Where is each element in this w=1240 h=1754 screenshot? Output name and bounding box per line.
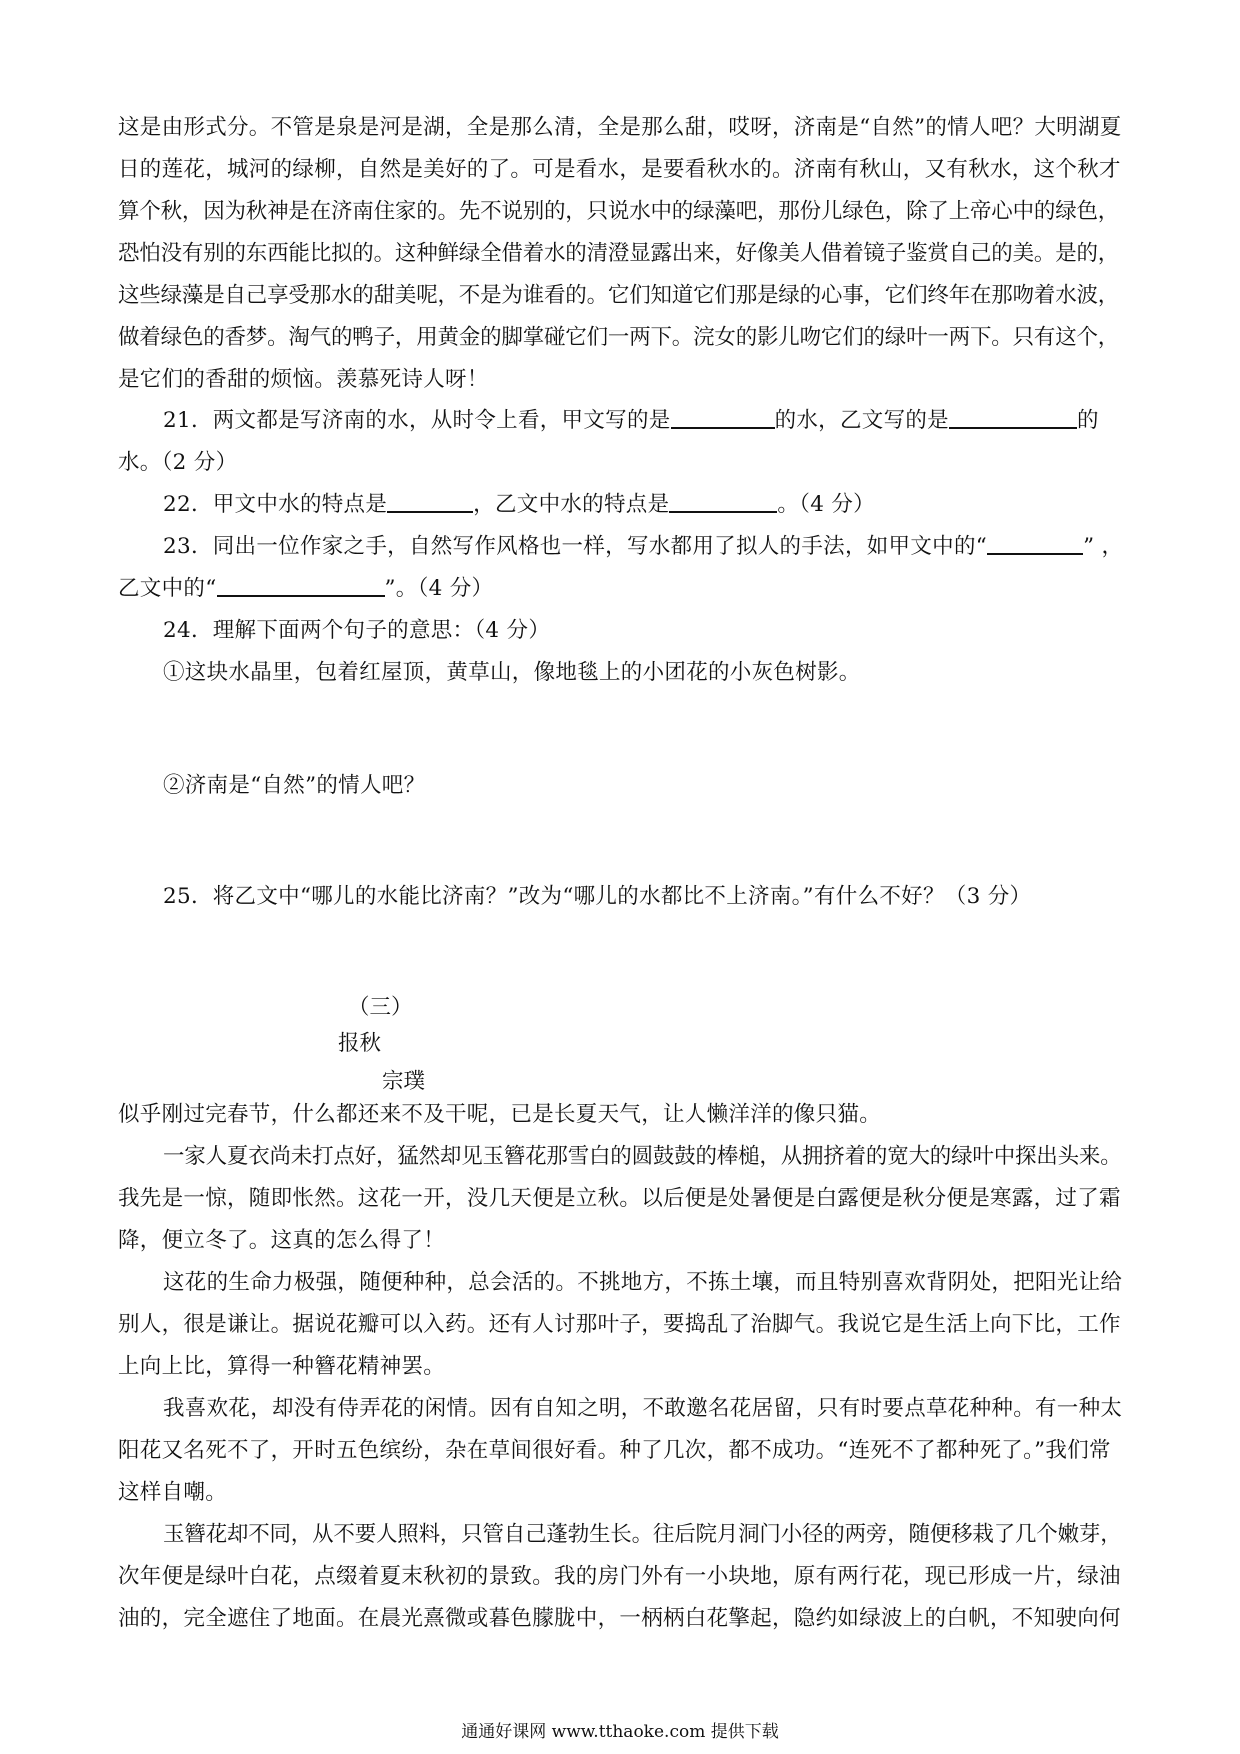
q22-answer-blank-1[interactable] <box>387 487 473 513</box>
q23-text-4: ”。（4 分） <box>384 576 494 601</box>
article-paragraph-line: 次年便是绿叶白花，点缀着夏末秋初的景致。我的房门外有一小块地，原有两行花，现已形成一片，绿油 <box>118 1564 1121 1589</box>
article-paragraph-line: 别人，很是谦让。据说花瓣可以入药。还有人讨那叶子，要捣乱了治脚气。我说它是生活上向下比，工作 <box>118 1312 1121 1337</box>
article-paragraph: 似乎刚过完春节，什么都还来不及干呢，已是长夏天气，让人懒洋洋的像只猫。 <box>118 1102 882 1127</box>
q23-text-3: 乙文中的“ <box>118 576 217 601</box>
article-paragraph-line: 玉簪花却不同，从不要人照料，只管自己蓬勃生长。往后院月洞门小径的两旁，随便移栽了几个嫩芽， <box>163 1522 1122 1547</box>
passage-line: 这些绿藻是自己享受那水的甜美呢，不是为谁看的。它们知道它们那是绿的心事，它们终年在那吻着水波， <box>118 283 1120 308</box>
q21-answer-blank-2[interactable] <box>949 403 1077 429</box>
passage-line: 做着绿色的香梦。淘气的鸭子，用黄金的脚掌碰它们一两下。浣女的影儿吻它们的绿叶一两下。只有这个， <box>118 325 1120 350</box>
q23-answer-blank-1[interactable] <box>987 529 1083 555</box>
article-paragraph-line: 我喜欢花，却没有侍弄花的闲情。因有自知之明，不敢邀名花居留，只有时要点草花种种。有一种太 <box>163 1396 1123 1421</box>
q21-text-2: 的水，乙文写的是 <box>774 408 949 433</box>
q22-text-2: ，乙文中水的特点是 <box>473 492 670 517</box>
q21-line-2: 水。（2 分） <box>118 450 238 475</box>
article-paragraph-line: 一家人夏衣尚未打点好，猛然却见玉簪花那雪白的圆鼓鼓的棒槌，从拥挤着的宽大的绿叶中探出头来。 <box>163 1144 1122 1169</box>
article-paragraph-line: 这花的生命力极强，随便种种，总会活的。不挑地方，不拣土壤，而且特别喜欢背阴处，把阳光让给 <box>163 1270 1123 1295</box>
q22-text-1: 22．甲文中水的特点是 <box>163 492 388 517</box>
article-paragraph-line: 阳花又名死不了，开时五色缤纷，杂在草间很好看。种了几次，都不成功。“连死不了都种死了。”我们常 <box>118 1438 1111 1463</box>
q23-text-2: ” ， <box>1083 534 1124 559</box>
passage-line: 日的莲花，城河的绿柳，自然是美好的了。可是看水，是要看秋水的。济南有秋山，又有秋水，这个秋才 <box>118 157 1121 182</box>
article-paragraph-line: 上向上比，算得一种簪花精神罢。 <box>118 1354 446 1379</box>
question-23 <box>163 526 1123 567</box>
q22-text-3: 。（4 分） <box>777 492 875 517</box>
passage-line: 恐怕没有别的东西能比拟的。这种鲜绿全借着水的清澄显露出来，好像美人借着镜子鉴赏自己的美。是的， <box>118 241 1120 266</box>
q24-sentence-2: ②济南是“自然”的情人吧？ <box>163 773 426 798</box>
q24-answer-space-1[interactable] <box>163 694 1123 760</box>
passage-line: 是它们的香甜的烦恼。羡慕死诗人呀！ <box>118 367 489 392</box>
q25-answer-space[interactable] <box>163 918 1123 988</box>
q21-answer-blank-1[interactable] <box>671 403 775 429</box>
article-author: 宗璞 <box>382 1069 426 1094</box>
q21-text-3: 的 <box>1076 408 1099 433</box>
page-footer: 通通好课网 www.tthaoke.com 提供下载 <box>461 1722 779 1742</box>
question-21 <box>163 400 1099 441</box>
question-25: 25．将乙文中“哪儿的水能比济南？”改为“哪儿的水都比不上济南。”有什么不好？（3 分） <box>163 884 1032 909</box>
q23-answer-blank-2[interactable] <box>217 571 385 597</box>
q23-line-2 <box>118 568 493 609</box>
q23-text-1: 23．同出一位作家之手，自然写作风格也一样，写水都用了拟人的手法，如甲文中的“ <box>163 534 988 559</box>
q21-text-1: 21．两文都是写济南的水，从时令上看，甲文写的是 <box>163 408 671 433</box>
question-24: 24．理解下面两个句子的意思：（4 分） <box>163 618 551 643</box>
article-title: 报秋 <box>338 1031 382 1056</box>
passage-line: 算个秋，因为秋神是在济南住家的。先不说别的，只说水中的绿藻吧，那份儿绿色，除了上帝心中的绿色， <box>118 199 1120 224</box>
q24-sentence-1: ①这块水晶里，包着红屋顶，黄草山，像地毯上的小团花的小灰色树影。 <box>163 660 861 685</box>
article-paragraph-line: 这样自嘲。 <box>118 1480 228 1505</box>
question-22 <box>163 484 875 525</box>
article-paragraph-line: 油的，完全遮住了地面。在晨光熹微或暮色朦胧中，一柄柄白花擎起，隐约如绿波上的白帆，不知驶向何 <box>118 1606 1121 1631</box>
section-number: （三） <box>348 995 413 1020</box>
passage-line: 这是由形式分。不管是泉是河是湖，全是那么清，全是那么甜，哎呀，济南是“自然”的情人吧？大明湖夏 <box>118 115 1122 140</box>
article-paragraph-line: 降，便立冬了。这真的怎么得了！ <box>118 1228 446 1253</box>
q22-answer-blank-2[interactable] <box>669 487 777 513</box>
article-paragraph-line: 我先是一惊，随即怅然。这花一开，没几天便是立秋。以后便是处暑便是白露便是秋分便是寒露，过了霜 <box>118 1186 1121 1211</box>
q24-answer-space-2[interactable] <box>163 807 1123 873</box>
